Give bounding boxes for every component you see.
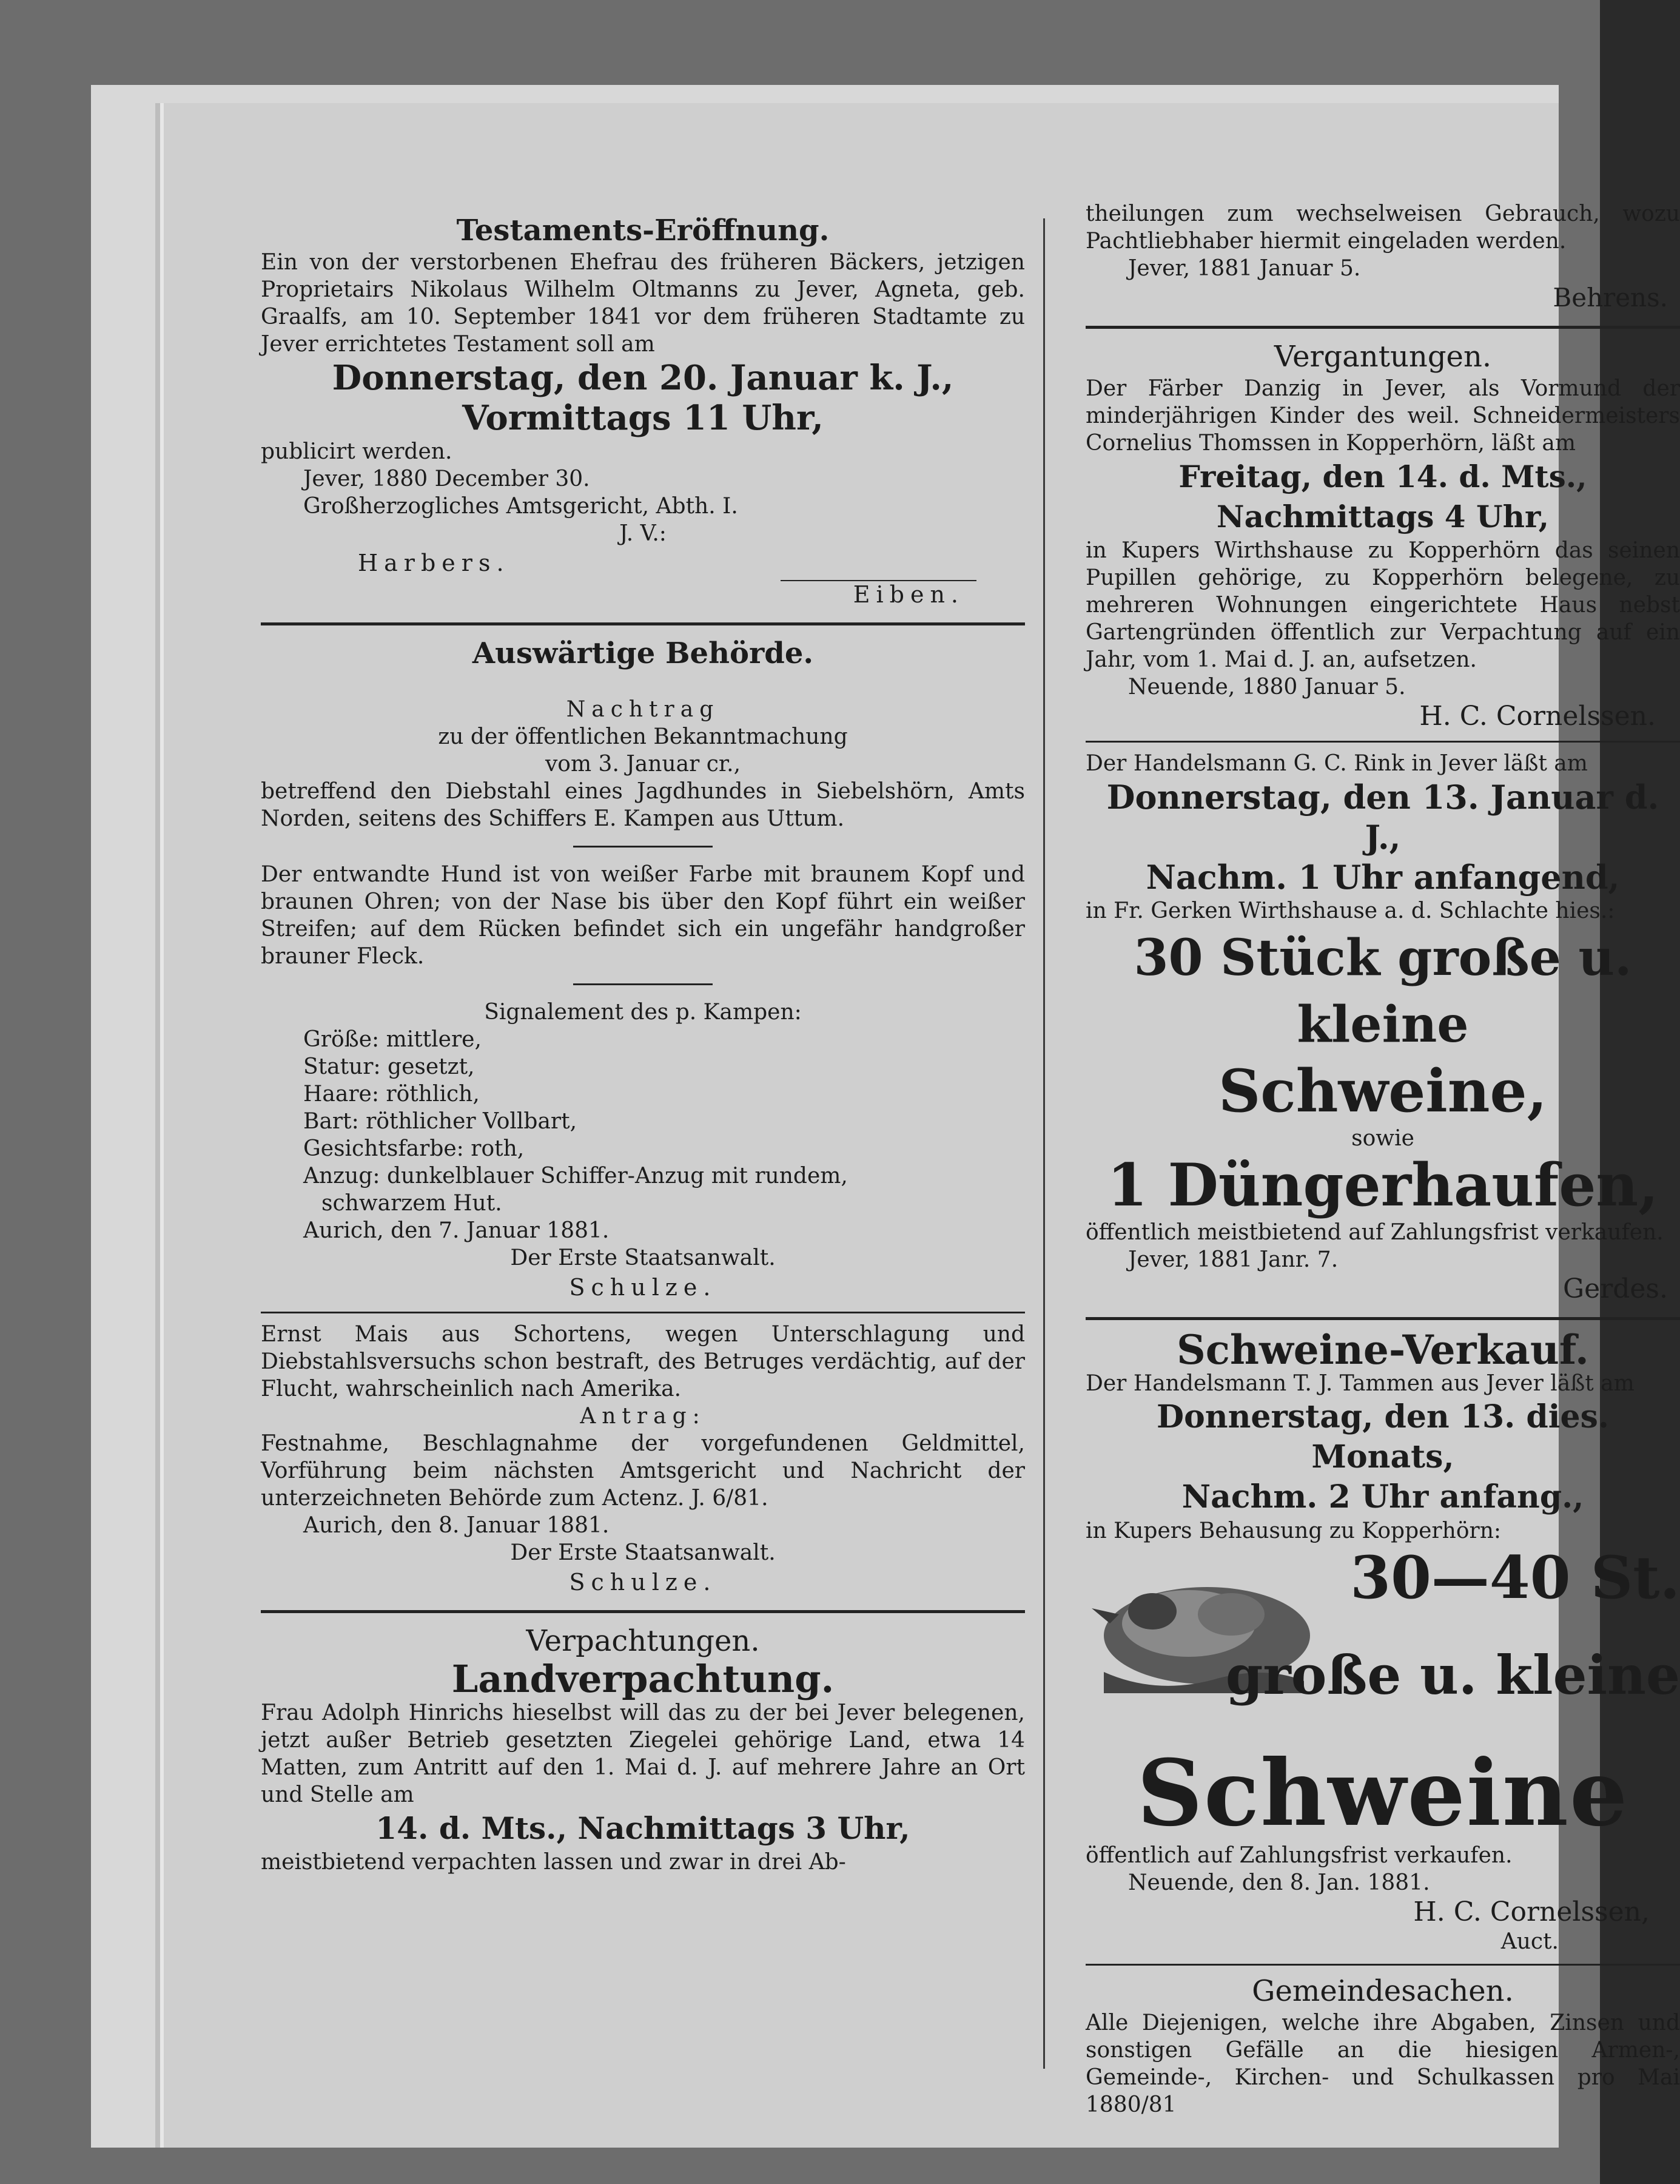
divider-2 xyxy=(261,1312,1025,1313)
rink-big-3: 1 Düngerhaufen, xyxy=(1107,1151,1659,1219)
gemeinde-heading: Gemeindesachen. xyxy=(1252,1974,1514,2008)
verpachtung-body: Frau Adolph Hinrichs hieselbst will das zu der bei Jever belegenen, jetzt außer Betrieb gesetzten Ziegelei gehörige Land, etwa 14 Matten, zum Antritt auf den 1. Mai d. J. auf mehrere Jahre an Ort und Stelle am xyxy=(261,1700,1025,1807)
divider-1 xyxy=(261,622,1025,625)
behoerde-signer: Schulze. xyxy=(569,1274,717,1301)
vergantungen-date: Freitag, den 14. d. Mts., xyxy=(1178,459,1587,494)
testament-iv: J. V.: xyxy=(619,521,667,546)
nachtrag-sub-1: zu der öffentlichen Bekanntmachung xyxy=(438,724,848,749)
verkauf-tail: öffentlich auf Zahlungsfrist verkaufen. xyxy=(1086,1843,1513,1868)
antrag-title: Antrag: xyxy=(580,1404,706,1429)
testament-place-date: Jever, 1880 December 30. xyxy=(303,467,590,491)
verkauf-body: Der Handelsmann T. J. Tammen aus Jever läßt am xyxy=(1086,1371,1635,1396)
gemeinde-notice xyxy=(1086,1973,1680,2118)
rink-place-date: Jever, 1881 Janr. 7. xyxy=(1128,1247,1339,1272)
rink-sowie: sowie xyxy=(1351,1126,1414,1151)
mais-notice xyxy=(261,1321,1025,1598)
mais-body: Ernst Mais aus Schortens, wegen Unterschlagung und Diebstahlsversuchs schon bestraft, des Betruges verdächtig, auf der Flucht, wahrscheinlich nach Amerika. xyxy=(261,1322,1025,1401)
behoerde-heading: Auswärtige Behörde. xyxy=(472,636,814,670)
testament-court: Großherzogliches Amtsgericht, Abth. I. xyxy=(303,494,738,519)
signalement-line: Bart: röthlicher Vollbart, xyxy=(303,1109,577,1134)
testament-body: Ein von der verstorbenen Ehefrau des früheren Bäckers, jetzigen Proprietairs Nikolaus Wilhelm Oltmanns zu Jever, Agneta, geb. Graalfs, am 10. September 1841 vor dem früheren Stadtamte zu Jever errichtetes Testament soll am xyxy=(261,250,1025,357)
mais-office: Der Erste Staatsanwalt. xyxy=(510,1540,776,1565)
cont-body: theilungen zum wechselweisen Gebrauch, wozu Pachtliebhaber hiermit eingeladen werden. xyxy=(1086,201,1680,254)
verkauf-time: Nachm. 2 Uhr anfang., xyxy=(1181,1478,1584,1515)
rink-big-2: Schweine, xyxy=(1218,1057,1548,1125)
rink-body: Der Handelsmann G. C. Rink in Jever läßt am xyxy=(1086,751,1588,776)
signalement-line: Gesichtsfarbe: roth, xyxy=(303,1136,525,1161)
testament-heading: Testaments-Eröffnung. xyxy=(456,214,830,248)
vergantungen-time: Nachmittags 4 Uhr, xyxy=(1216,499,1550,534)
short-rule xyxy=(573,846,713,848)
testament-time: Vormittags 11 Uhr, xyxy=(462,398,824,438)
verpachtung-tail: meistbietend verpachten lassen und zwar in drei Ab- xyxy=(261,1850,846,1875)
divider-r4 xyxy=(1086,1964,1680,1966)
mais-signer: Schulze. xyxy=(569,1569,717,1596)
verkauf-big-2: große u. kleine xyxy=(1225,1643,1680,1707)
rink-big-1: 30 Stück große u. kleine xyxy=(1134,929,1632,1054)
rink-notice xyxy=(1086,750,1680,1305)
divider-3 xyxy=(261,1610,1025,1613)
behoerde-office: Der Erste Staatsanwalt. xyxy=(510,1245,776,1270)
signalement-line: schwarzem Hut. xyxy=(321,1191,502,1216)
signalement-line: Anzug: dunkelblauer Schiffer-Anzug mit rundem, xyxy=(303,1164,848,1188)
verkauf-heading: Schweine-Verkauf. xyxy=(1177,1326,1589,1373)
antrag-body: Festnahme, Beschlagnahme der vorgefundenen Geldmittel, Vorführung beim nächsten Amtsgericht und Nachricht der unterzeichneten Behörde zum Actenz. J. 6/81. xyxy=(261,1431,1025,1511)
nachtrag-body: betreffend den Diebstahl eines Jagdhundes in Siebelshörn, Amts Norden, seitens des Schiffers E. Kampen aus Uttum. xyxy=(261,779,1025,831)
pig-illustration-row xyxy=(1086,1545,1680,1745)
gemeinde-body: Alle Diejenigen, welche ihre Abgaben, Zinsen und sonstigen Gefälle an die hiesigen Armen-, Gemeinde-, Kirchen- und Schulkassen pro Mai 1880/81 xyxy=(1086,2010,1680,2117)
verkauf-signer-role: Auct. xyxy=(1500,1929,1559,1954)
landverpachtung-title: Landverpachtung. xyxy=(451,1657,835,1701)
vergantungen-body-2: in Kupers Wirthshause zu Kopperhörn das seinen Pupillen gehörige, zu Kopperhörn belegene, zu mehreren Wohnungen eingerichtete Haus nebst Gartengründen öffentlich zur Verpachtung auf ein Jahr, vom 1. Mai d. J. an, aufsetzen. xyxy=(1086,538,1680,672)
testament-date: Donnerstag, den 20. Januar k. J., xyxy=(332,358,954,398)
divider-r2 xyxy=(1086,741,1680,743)
short-rule xyxy=(573,983,713,985)
testament-signer-2: Eiben. xyxy=(781,580,976,608)
verkauf-date: Donnerstag, den 13. dies. Monats, xyxy=(1157,1398,1609,1475)
nachtrag-sub-2: vom 3. Januar cr., xyxy=(545,752,741,777)
signalement-title: Signalement des p. Kampen: xyxy=(484,1000,802,1025)
verkauf-signer: H. C. Cornelssen, xyxy=(1413,1896,1650,1927)
verkauf-big-1: 30—40 St. xyxy=(1350,1543,1680,1612)
column-divider xyxy=(1043,218,1045,2069)
verpachtungen-notice xyxy=(261,1623,1025,1876)
rink-tail: öffentlich meistbietend auf Zahlungsfrist verkaufen. xyxy=(1086,1220,1664,1245)
verpachtung-date: 14. d. Mts., Nachmittags 3 Uhr, xyxy=(375,1810,910,1846)
vergantungen-place-date: Neuende, 1880 Januar 5. xyxy=(1128,675,1406,699)
newspaper-page xyxy=(164,103,1680,2148)
testament-signer-1: Harbers. xyxy=(358,550,510,576)
right-column xyxy=(1086,200,1680,2118)
divider-r3 xyxy=(1086,1317,1680,1320)
behoerde-place-date: Aurich, den 7. Januar 1881. xyxy=(303,1218,610,1243)
cont-place-date: Jever, 1881 Januar 5. xyxy=(1128,256,1361,281)
vergantungen-signer: H. C. Cornelssen. xyxy=(1419,701,1656,732)
rink-time: Nachm. 1 Uhr anfangend, xyxy=(1146,858,1620,897)
hund-description: Der entwandte Hund ist von weißer Farbe mit braunem Kopf und braunen Ohren; von der Nase bis über den Kopf führt ein weißer Streifen; auf dem Rücken befindet sich ein ungefähr handgroßer brauner Fleck. xyxy=(261,862,1025,969)
behoerde-notice xyxy=(261,635,1025,1303)
testament-publicirt: publicirt werden. xyxy=(261,439,452,464)
vergantungen-notice xyxy=(1086,339,1680,732)
signalement-line: Haare: röthlich, xyxy=(303,1082,480,1107)
signalement-line: Größe: mittlere, xyxy=(303,1027,482,1052)
testament-notice xyxy=(261,212,1025,610)
nachtrag-title: Nachtrag xyxy=(566,697,720,722)
verkauf-big-3: Schweine xyxy=(1137,1740,1629,1847)
verkauf-notice xyxy=(1086,1326,1680,1955)
vergantungen-heading: Vergantungen. xyxy=(1274,340,1492,374)
left-column xyxy=(261,212,1025,1876)
divider-r1 xyxy=(1086,326,1680,329)
continuation-notice xyxy=(1086,200,1680,314)
vergantungen-body: Der Färber Danzig in Jever, als Vormund der minderjährigen Kinder des weil. Schneidermeisters Cornelius Thomssen in Kopperhörn, läßt am xyxy=(1086,376,1680,456)
rink-signer: Gerdes. xyxy=(1563,1273,1668,1304)
cont-signer: Behrens. xyxy=(1553,283,1668,312)
rink-place: in Fr. Gerken Wirthshause a. d. Schlachte hies.: xyxy=(1086,898,1615,923)
verkauf-place-date: Neuende, den 8. Jan. 1881. xyxy=(1128,1870,1430,1895)
rink-date: Donnerstag, den 13. Januar d. J., xyxy=(1106,778,1659,857)
verpachtungen-heading: Verpachtungen. xyxy=(526,1624,760,1658)
verkauf-place: in Kupers Behausung zu Kopperhörn: xyxy=(1086,1518,1502,1543)
signalement-line: Statur: gesetzt, xyxy=(303,1054,475,1079)
mais-place-date: Aurich, den 8. Januar 1881. xyxy=(303,1513,610,1538)
